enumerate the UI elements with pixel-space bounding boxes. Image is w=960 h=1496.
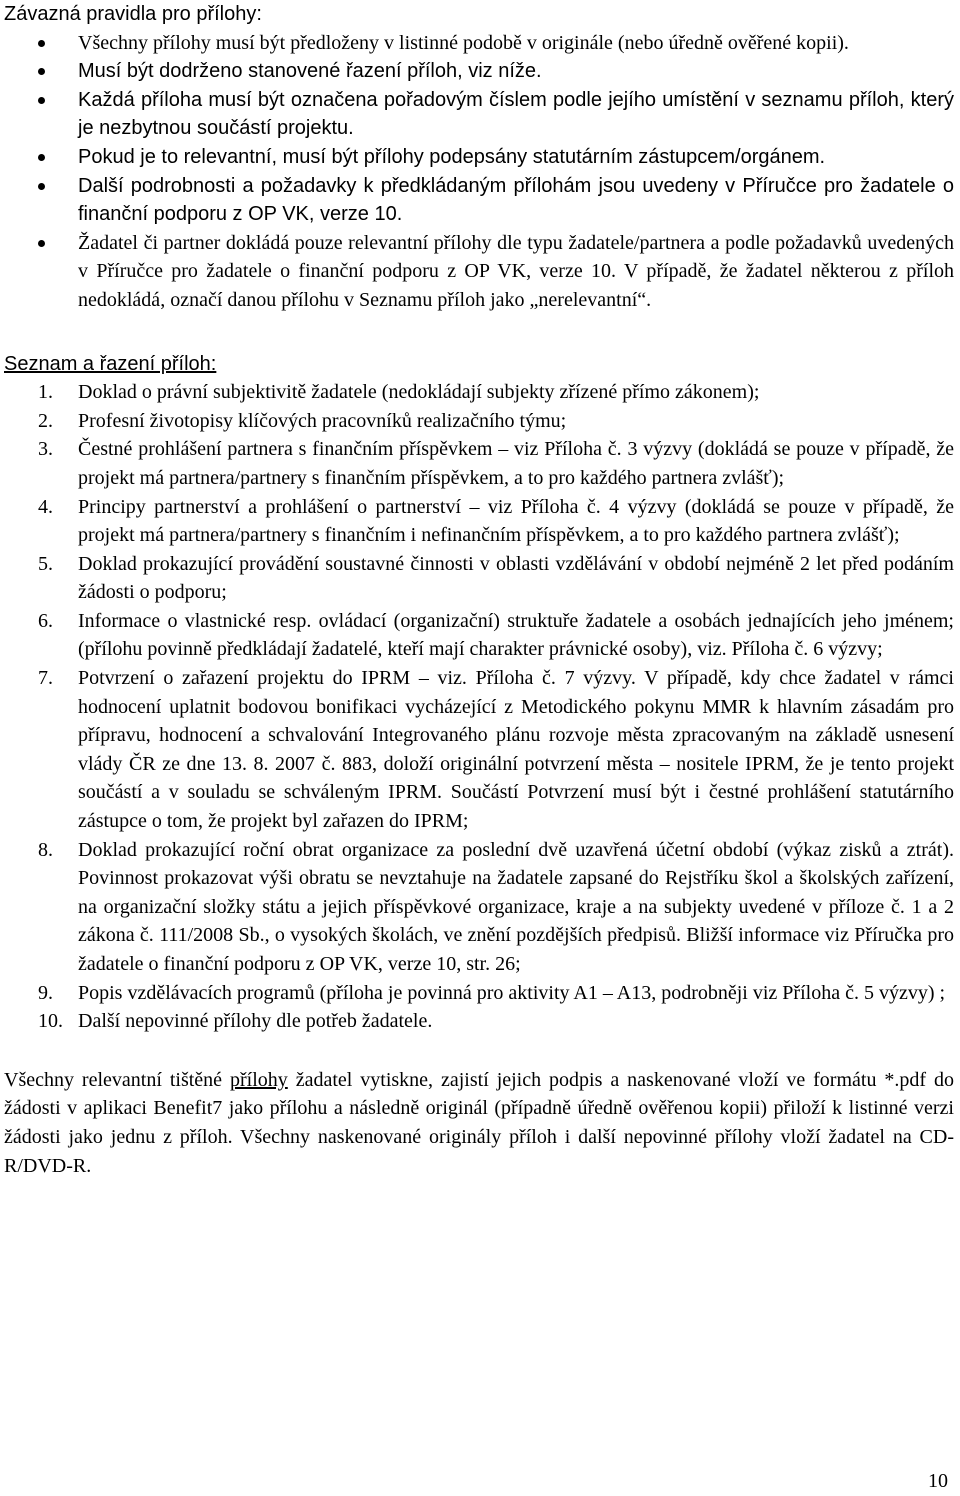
attachment-number: 7. [38, 667, 53, 690]
closing-paragraph [4, 1066, 954, 1180]
closing-text-end: žadatel vytiskne, zajistí jejich podpis a naskenované vloží ve formátu *.pdf do žádosti v aplikaci Benefit7 jako přílohu a následně originál (případně úředně ověřenou kopii) přiloží k listinné verzi žádosti jako jednu z příloh. Všechny naskenované originály příloh i další nepovinné přílohy vloží žadatel na CD-R/DVD-R. [4, 1068, 954, 1177]
attachment-text: Čestné prohlášení partnera s finančním příspěvkem – viz Příloha č. 3 výzvy (dokládá se pouze v případě, že projekt má partnera/partnery s finančním příspěvkem, a to pro každého partnera zvlášť); [78, 438, 954, 489]
attachment-item [4, 1007, 954, 1036]
attachment-number: 9. [38, 981, 53, 1004]
bullet-icon [38, 68, 45, 75]
attachment-text: Potvrzení o zařazení projektu do IPRM – viz. Příloha č. 7 výzvy. V případě, kdy chce žadatel v rámci hodnocení uplatnit bodovou bonifikaci vycházející z Metodického pokynu MMR k hlavním zásadám pro přípravu, hodnocení a schvalování Integrovaného plánu rozvoje města zpracovaným na základě usnesení vlády ČR ze dne 13. 8. 2007 č. 883, doloží originální potvrzení města – nositele IPRM, že je tento projekt součástí a v souladu se schváleným IPRM. Součástí Potvrzení musí být i čestné prohlášení statutárního zástupce o tom, že projekt byl zařazen do IPRM; [78, 667, 954, 833]
rule-text: Žadatel či partner dokládá pouze relevantní přílohy dle typu žadatele/partnera a podle požadavků uvedených v Příručce pro žadatele o finanční podporu z OP VK, verze 10. V případě, že žadatel některou z příloh nedokládá, označí danou přílohu v Seznamu příloh jako „nerelevantní“. [78, 231, 954, 311]
rule-item [4, 143, 954, 172]
attachment-text: Další nepovinné přílohy dle potřeb žadatele. [78, 1010, 433, 1033]
attachment-text: Doklad prokazující roční obrat organizace za poslední dvě uzavřená účetní období (výkaz zisků a ztrát). Povinnost prokazovat výši obratu se nevztahuje na žadatele zapsané do Rejstříku škol a školských zařízení, na organizační složky státu a jejich příspěvkové organizace, kraje a na subjekty uvedené v příloze č. 1 a 2 zákona č. 111/2008 Sb., o vysokých školách, ve znění pozdějších předpisů. Bližší informace viz Příručka pro žadatele o finanční podporu z OP VK, verze 10, str. 26; [78, 838, 954, 975]
attachment-text: Profesní životopisy klíčových pracovníků realizačního týmu; [78, 409, 567, 432]
attachment-item [4, 407, 954, 436]
rule-item [4, 86, 954, 143]
attachment-number: 1. [38, 381, 53, 404]
rule-text: Musí být dodrženo stanovené řazení příloh, viz níže. [78, 60, 542, 83]
rules-list [4, 29, 954, 315]
rule-text: Každá příloha musí být označena pořadovým číslem podle jejího umístění v seznamu příloh, který je nezbytnou součástí projektu. [78, 88, 954, 140]
page-number: 10 [928, 1470, 948, 1492]
attachment-text: Popis vzdělávacích programů (příloha je povinná pro aktivity A1 – A13, podrobněji viz Příloha č. 5 výzvy) ; [78, 981, 946, 1004]
attachment-item [4, 378, 954, 407]
bullet-icon [38, 240, 45, 247]
attachment-item [4, 550, 954, 607]
rule-item [4, 172, 954, 229]
attachment-number: 5. [38, 552, 53, 575]
rule-item [4, 29, 954, 58]
attachment-number: 8. [38, 838, 53, 861]
attachment-item [4, 493, 954, 550]
attachment-text: Principy partnerství a prohlášení o partnerství – viz Příloha č. 4 výzvy (dokládá se pouze v případě, že projekt má partnera/partnery s finančním i nefinančním příspěvkem, a to pro každého partnera zvlášť); [78, 495, 954, 547]
attachment-item [4, 435, 954, 492]
attachment-item [4, 979, 954, 1008]
rule-text: Pokud je to relevantní, musí být přílohy podepsány statutárním zástupcem/orgánem. [78, 145, 826, 168]
attachments-list [4, 378, 954, 1036]
document-page [4, 0, 954, 1180]
attachment-text: Doklad prokazující provádění soustavné činnosti v oblasti vzdělávání v období nejméně 2 let před podáním žádosti o podporu; [78, 552, 954, 604]
rule-item [4, 229, 954, 315]
attachment-item [4, 664, 954, 836]
rule-text: Další podrobnosti a požadavky k předkládaným přílohám jsou uvedeny v Příručce pro žadatele o finanční podporu z OP VK, verze 10. [78, 174, 954, 226]
rule-text: Všechny přílohy musí být předloženy v listinné podobě v originále (nebo úředně ověřené kopii). [78, 31, 849, 54]
attachment-number: 4. [38, 495, 53, 518]
attachments-link[interactable]: přílohy [229, 1068, 288, 1091]
attachment-number: 3. [38, 438, 53, 461]
attachment-text: Informace o vlastnické resp. ovládací (organizační) struktuře žadatele a osobách jednajících jeho jménem; (přílohu povinně předkládají žadatelé, kteří mají charakter právnické osoby), viz. Příloha č. 6 výzvy; [78, 609, 954, 661]
attachment-number: 6. [38, 609, 53, 632]
bullet-icon [38, 183, 45, 190]
closing-text-start: Všechny relevantní tištěné [4, 1068, 230, 1091]
attachment-text: Doklad o právní subjektivitě žadatele (nedokládají subjekty zřízené přímo zákonem); [78, 381, 760, 404]
attachments-heading: Seznam a řazení příloh: [4, 352, 217, 375]
bullet-icon [38, 40, 45, 47]
rules-heading: Závazná pravidla pro přílohy: [4, 3, 262, 25]
bullet-icon [38, 97, 45, 104]
attachment-number: 2. [38, 409, 53, 432]
bullet-icon [38, 154, 45, 161]
rule-item [4, 57, 954, 86]
attachment-number: 10. [38, 1010, 63, 1033]
attachment-item [4, 836, 954, 979]
attachment-item [4, 607, 954, 664]
